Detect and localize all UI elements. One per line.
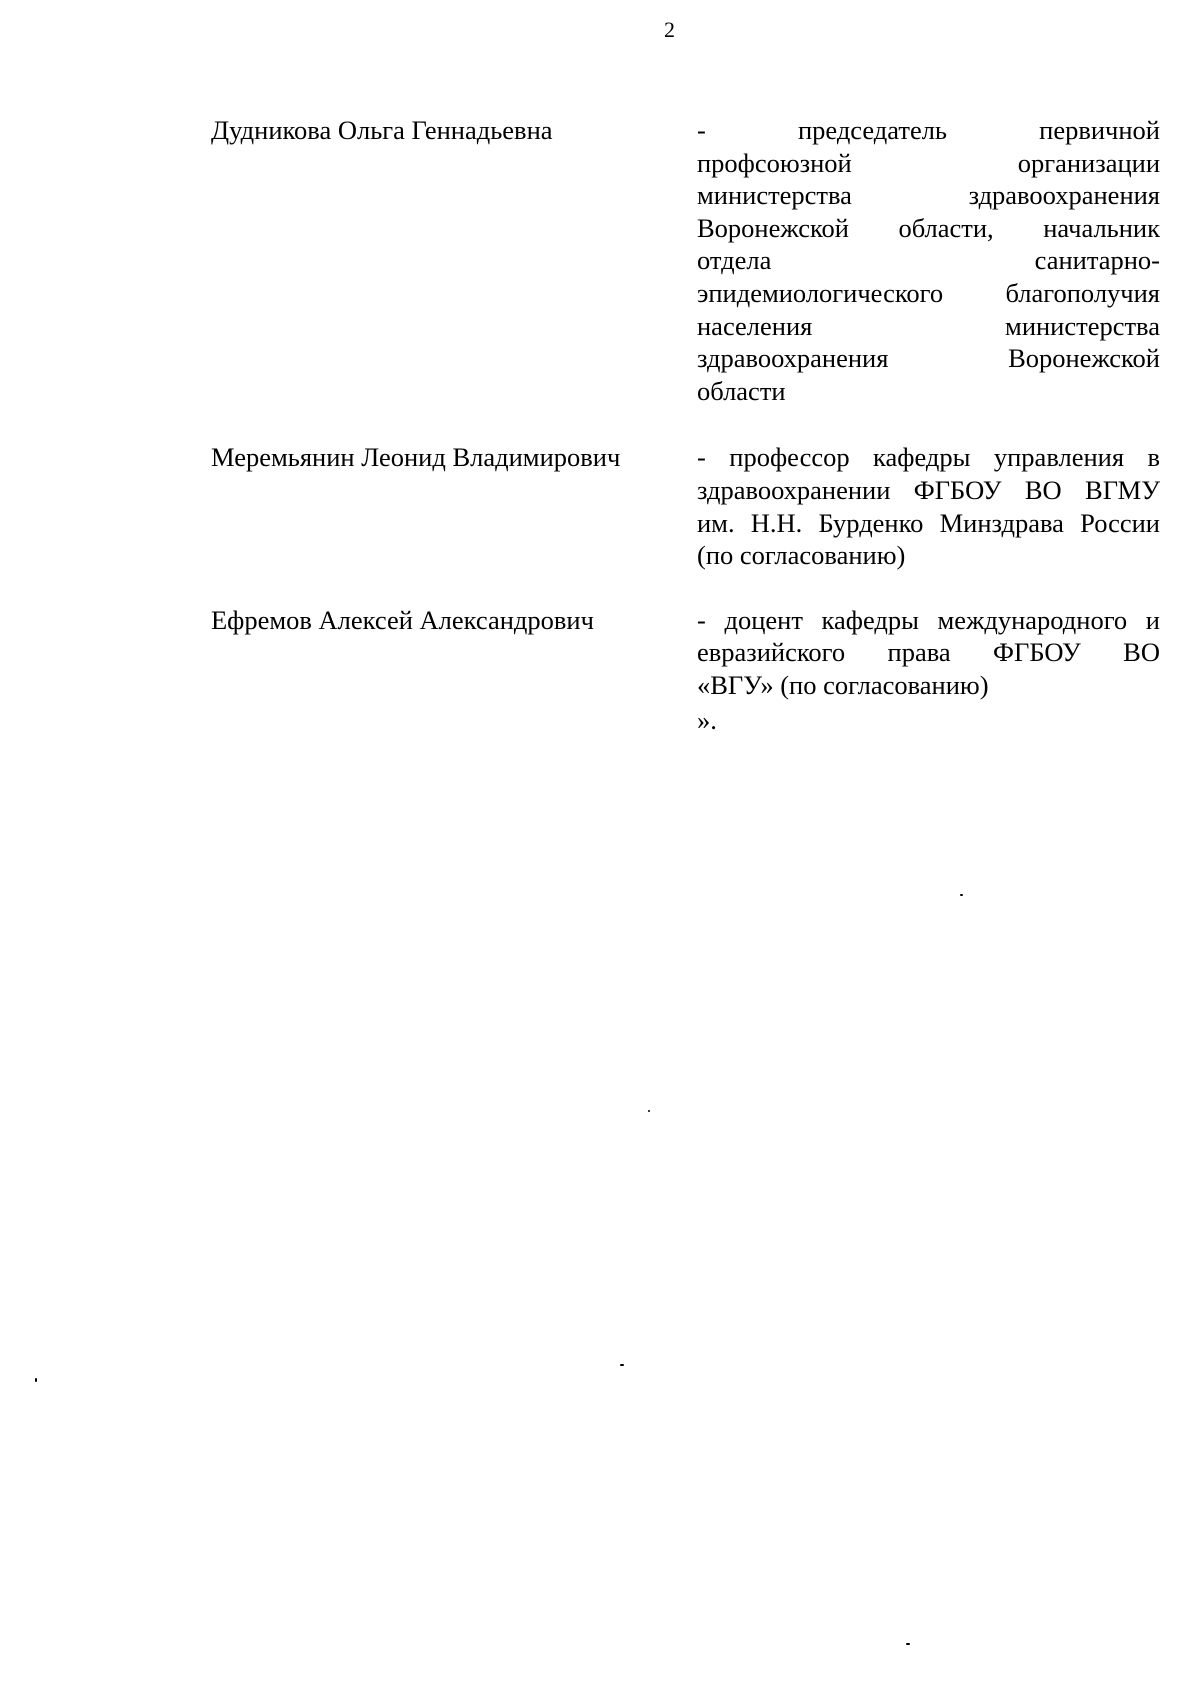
- closing-quote: ».: [697, 704, 717, 735]
- role-line: «ВГУ» (по согласованию): [697, 669, 989, 700]
- member-name: Дудникова Ольга Геннадьевна: [211, 115, 553, 145]
- role-line: области: [697, 375, 786, 406]
- role-line: профсоюзной организации: [697, 147, 1160, 178]
- role-line: эпидемиологического благополучия: [697, 277, 1160, 308]
- committee-member-list: [211, 114, 1161, 736]
- page-number: 2: [664, 17, 675, 42]
- role-line: им. Н.Н. Бурденко Минздрава России: [697, 507, 1160, 538]
- member-role: [697, 441, 1160, 571]
- role-line: (по согласованию): [697, 540, 906, 571]
- member-row: [211, 114, 1161, 407]
- member-name: Меремьянин Леонид Владимирович: [211, 442, 621, 473]
- member-role: [697, 114, 1160, 407]
- role-line: отдела санитарно-: [697, 245, 1160, 276]
- member-role: [697, 604, 1160, 736]
- scan-speck: [620, 1364, 624, 1366]
- role-line: - председатель первичной: [697, 115, 1160, 145]
- scan-speck: [960, 894, 963, 896]
- role-line: евразийского права ФГБОУ ВО: [697, 637, 1160, 668]
- role-line: здравоохранении ФГБОУ ВО ВГМУ: [697, 474, 1160, 505]
- role-line: - профессор кафедры управления в: [697, 442, 1160, 473]
- role-line: Воронежской области, начальник: [697, 212, 1160, 243]
- role-line: здравоохранения Воронежской: [697, 343, 1160, 374]
- scan-speck: [648, 1110, 650, 1112]
- role-line: населения министерства: [697, 310, 1160, 341]
- member-name: Ефремов Алексей Александрович: [211, 604, 594, 635]
- scan-speck: [906, 1643, 910, 1645]
- member-row: [211, 441, 1161, 571]
- scan-speck: [35, 1378, 37, 1382]
- role-line: министерства здравоохранения: [697, 180, 1160, 211]
- member-row: [211, 604, 1161, 736]
- role-line: - доцент кафедры международного и: [697, 604, 1160, 635]
